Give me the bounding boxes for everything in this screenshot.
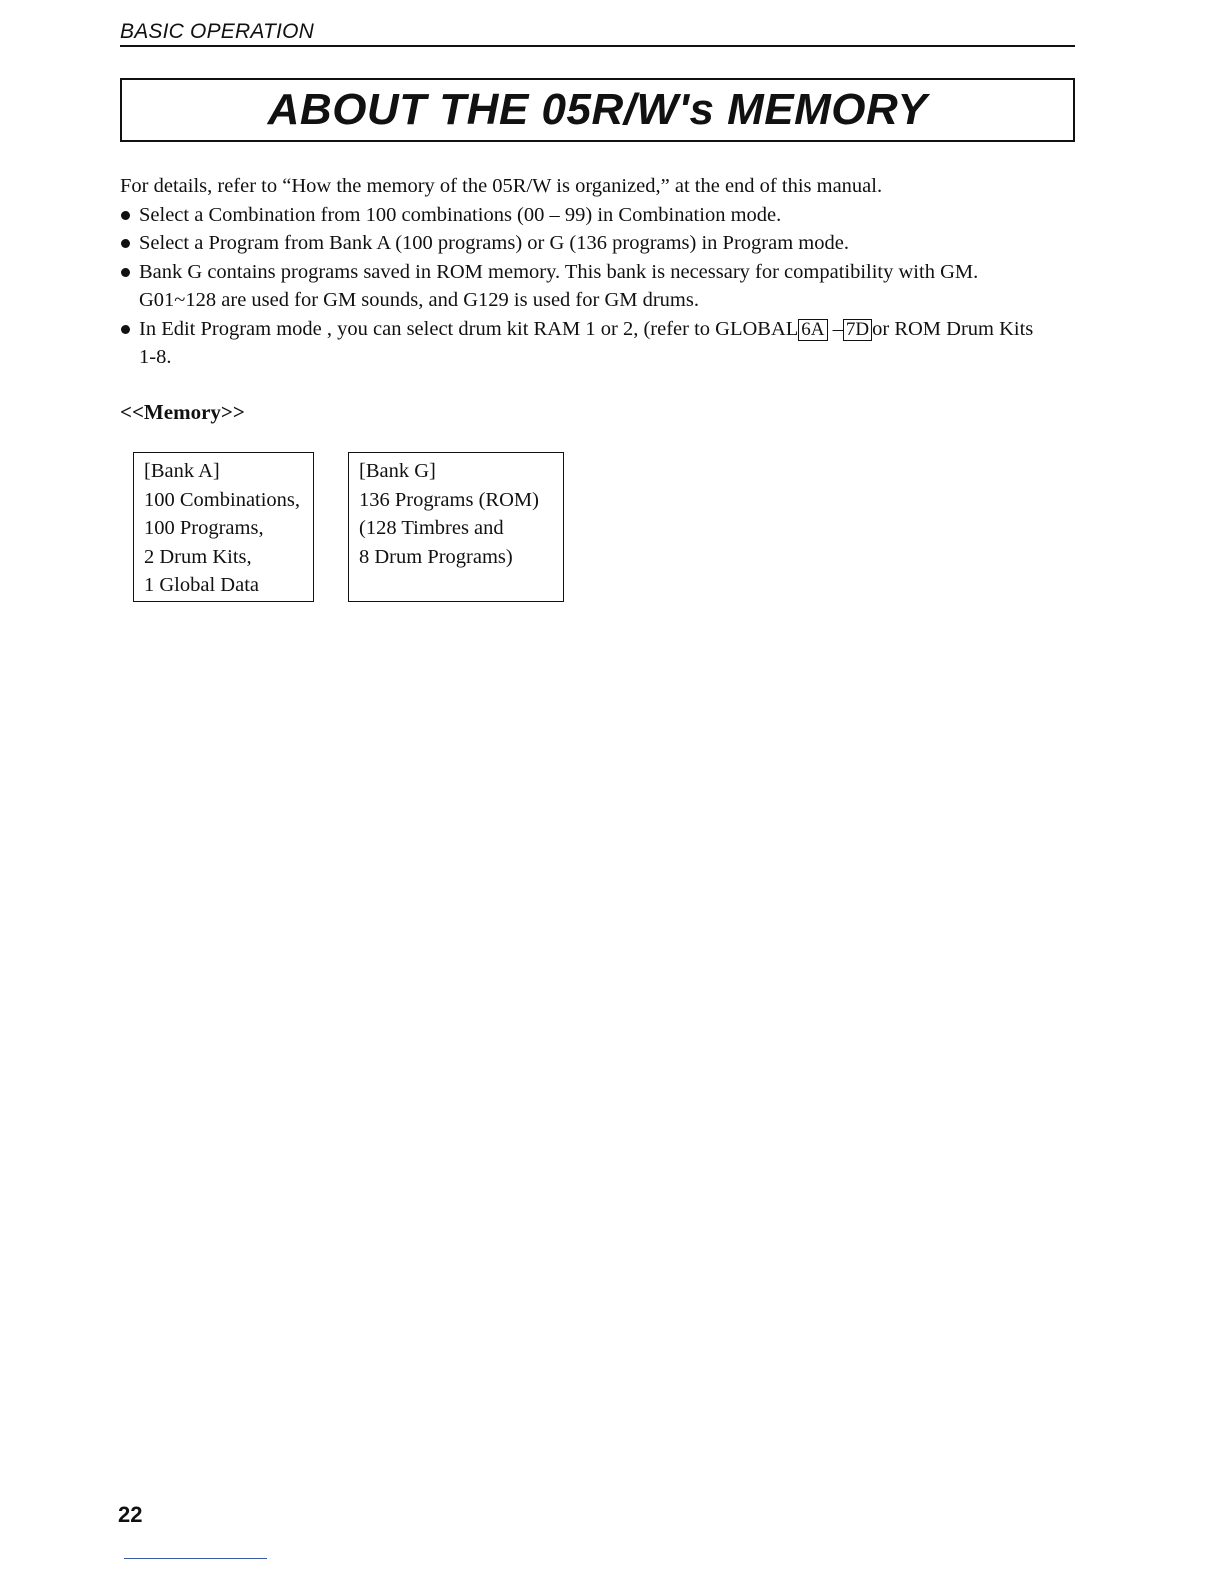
footer-rule bbox=[124, 1558, 267, 1559]
bank-a-line: 2 Drum Kits, bbox=[144, 545, 252, 568]
global-key-7d: 7D bbox=[843, 319, 872, 341]
bank-g-line: (128 Timbres and bbox=[359, 517, 504, 539]
bullet-icon bbox=[121, 211, 130, 220]
bullet-text: Select a Program from Bank A (100 programs) or G (136 programs) in Program mode. bbox=[139, 232, 849, 254]
bullet-icon bbox=[121, 239, 130, 248]
bullet-text: Bank G contains programs saved in ROM memory. This bank is necessary for compatibility with GM. bbox=[139, 260, 979, 283]
bullet-list bbox=[120, 201, 1100, 372]
page-title: ABOUT THE 05R/W's MEMORY bbox=[267, 85, 928, 134]
bank-g-box bbox=[348, 452, 564, 602]
bullet-item-program bbox=[120, 229, 1100, 258]
bullet-text-continued: G01~128 are used for GM sounds, and G129 is used for GM drums. bbox=[139, 289, 699, 311]
bank-a-line: 100 Combinations, bbox=[144, 488, 301, 511]
memory-heading: <<Memory>> bbox=[120, 400, 245, 424]
bullet-item-bank-g bbox=[120, 258, 1100, 315]
bank-a-line: 1 Global Data bbox=[144, 574, 259, 596]
bullet-text: Select a Combination from 100 combinations (00 – 99) in Combination mode. bbox=[139, 203, 782, 226]
global-key-6a: 6A bbox=[798, 319, 827, 341]
bullet-item-combination bbox=[120, 201, 1100, 230]
bullet-item-edit-program bbox=[120, 315, 1100, 372]
page-number: 22 bbox=[118, 1502, 143, 1527]
bank-a-box bbox=[133, 452, 314, 602]
bullet-text-dash: – bbox=[827, 317, 843, 340]
bullet-icon bbox=[121, 268, 130, 277]
bullet-icon bbox=[121, 325, 130, 334]
bank-g-title: [Bank G] bbox=[359, 460, 436, 482]
bank-g-line: 8 Drum Programs) bbox=[359, 545, 513, 568]
intro-paragraph: For details, refer to “How the memory of the 05R/W is organized,” at the end of this manual. bbox=[120, 175, 883, 197]
body-text bbox=[120, 172, 1100, 372]
bullet-text-continued: 1-8. bbox=[139, 346, 172, 368]
title-box bbox=[120, 78, 1075, 142]
section-label: BASIC OPERATION bbox=[120, 20, 314, 43]
bank-g-line: 136 Programs (ROM) bbox=[359, 488, 539, 511]
bullet-text-tail: or ROM Drum Kits bbox=[872, 317, 1034, 340]
bank-a-title: [Bank A] bbox=[144, 460, 220, 482]
header-rule bbox=[120, 45, 1075, 47]
bank-a-line: 100 Programs, bbox=[144, 517, 264, 539]
bullet-text: In Edit Program mode , you can select drum kit RAM 1 or 2, (refer to GLOBAL bbox=[139, 317, 799, 340]
